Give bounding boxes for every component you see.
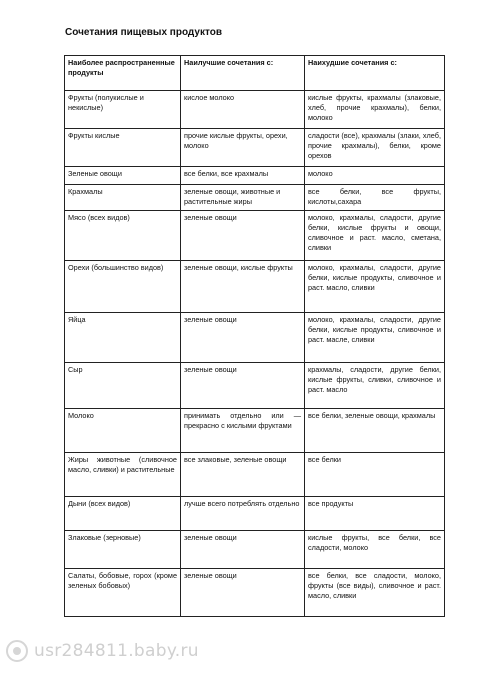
cell-product: Фрукты (полукислые и некислые) bbox=[65, 91, 181, 129]
table-row bbox=[65, 91, 445, 129]
cell-worst: все белки, зеленые овощи, крахмалы bbox=[305, 409, 445, 453]
cell-best: зеленые овощи, кислые фрукты bbox=[181, 261, 305, 313]
table-row bbox=[65, 167, 445, 185]
cell-best: зеленые овощи bbox=[181, 313, 305, 363]
cell-best: прочие кислые фрукты, орехи, молоко bbox=[181, 129, 305, 167]
cell-best: зеленые овощи bbox=[181, 363, 305, 409]
cell-best: зеленые овощи bbox=[181, 211, 305, 261]
table-row bbox=[65, 409, 445, 453]
cell-product: Яйца bbox=[65, 313, 181, 363]
cell-product: Зеленые овощи bbox=[65, 167, 181, 185]
cell-worst: сладости (все), крахмалы (злаки, хлеб, прочие крахмалы), белки, кроме орехов bbox=[305, 129, 445, 167]
cell-best: все белки, все крахмалы bbox=[181, 167, 305, 185]
cell-product: Мясо (всех видов) bbox=[65, 211, 181, 261]
cell-worst: все белки, все сладости, молоко, фрукты (все виды), сливочное и раст. масло, сливки bbox=[305, 569, 445, 617]
table-row bbox=[65, 185, 445, 211]
watermark bbox=[6, 640, 199, 662]
cell-worst: молоко bbox=[305, 167, 445, 185]
table-header-row bbox=[65, 56, 445, 91]
table-row bbox=[65, 211, 445, 261]
cell-product: Салаты, бобовые, горох (кроме зеленых бобовых) bbox=[65, 569, 181, 617]
cell-product: Орехи (большинство видов) bbox=[65, 261, 181, 313]
cell-product: Злаковые (зерновые) bbox=[65, 531, 181, 569]
cell-product: Молоко bbox=[65, 409, 181, 453]
cell-product: Фрукты кислые bbox=[65, 129, 181, 167]
watermark-text: usr284811.baby.ru bbox=[34, 641, 199, 661]
header-products: Наиболее распространенные продукты bbox=[65, 56, 181, 91]
cell-worst: молоко, крахмалы, сладости, другие белки, кислые продукты, сливочное и раст. масло, сливки bbox=[305, 261, 445, 313]
cell-worst: крахмалы, сладости, другие белки, кислые фрукты, сливки, сливочное и раст. масло bbox=[305, 363, 445, 409]
cell-product: Сыр bbox=[65, 363, 181, 409]
baby-ru-logo-icon bbox=[6, 640, 28, 662]
cell-best: лучше всего потреблять отдельно bbox=[181, 497, 305, 531]
food-combination-table bbox=[64, 55, 445, 617]
cell-worst: молоко, крахмалы, сладости, другие белки, кислые фрукты и овощи, сливочное и раст. масло, сметана, сливки bbox=[305, 211, 445, 261]
header-best: Наилучшие сочетания с: bbox=[181, 56, 305, 91]
page-title: Сочетания пищевых продуктов bbox=[65, 27, 222, 38]
header-worst: Наихудшие сочетания с: bbox=[305, 56, 445, 91]
table-row bbox=[65, 129, 445, 167]
cell-worst: кислые фрукты, крахмалы (злаковые, хлеб, прочие крахмалы), белки, молоко bbox=[305, 91, 445, 129]
table-row bbox=[65, 497, 445, 531]
cell-product: Дыни (всех видов) bbox=[65, 497, 181, 531]
cell-best: кислое молоко bbox=[181, 91, 305, 129]
cell-best: зеленые овощи bbox=[181, 531, 305, 569]
cell-best: все злаковые, зеленые овощи bbox=[181, 453, 305, 497]
table-row bbox=[65, 313, 445, 363]
table-row bbox=[65, 363, 445, 409]
table-row bbox=[65, 531, 445, 569]
cell-worst: молоко, крахмалы, сладости, другие белки, кислые продукты, сливочное и раст. масле, сливки bbox=[305, 313, 445, 363]
cell-product: Крахмалы bbox=[65, 185, 181, 211]
cell-best: принимать отдельно или — прекрасно с кислыми фруктами bbox=[181, 409, 305, 453]
cell-worst: кислые фрукты, все белки, все сладости, молоко bbox=[305, 531, 445, 569]
cell-worst: все белки bbox=[305, 453, 445, 497]
table-row bbox=[65, 453, 445, 497]
cell-best: зеленые овощи, животные и растительные жиры bbox=[181, 185, 305, 211]
table-row bbox=[65, 569, 445, 617]
cell-product: Жиры животные (сливочное масло, сливки) и растительные bbox=[65, 453, 181, 497]
table-row bbox=[65, 261, 445, 313]
cell-best: зеленые овощи bbox=[181, 569, 305, 617]
cell-worst: все продукты bbox=[305, 497, 445, 531]
cell-worst: все белки, все фрукты, кислоты,сахара bbox=[305, 185, 445, 211]
